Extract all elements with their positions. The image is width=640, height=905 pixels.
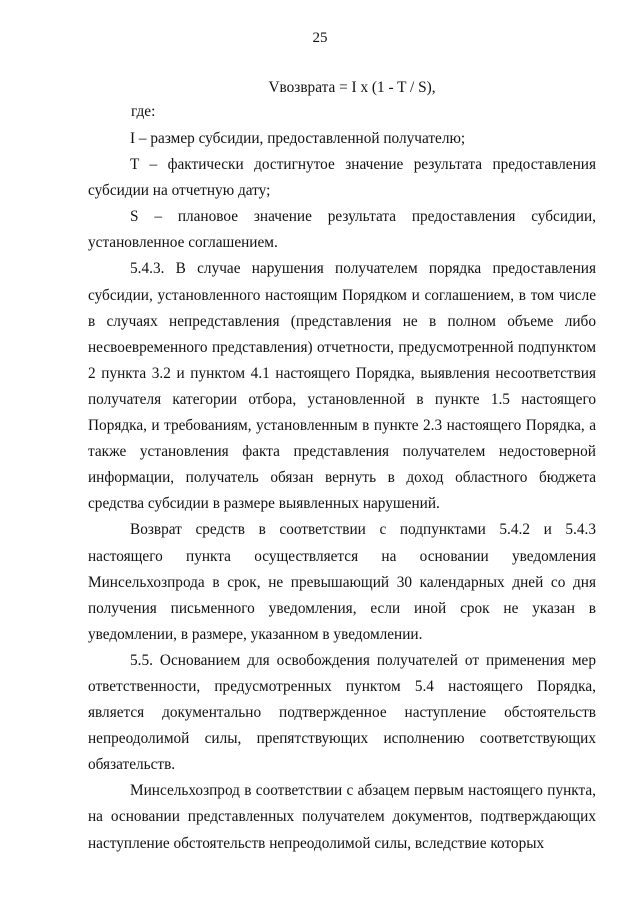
- formula: Vвозврата = I x (1 - T / S),: [268, 79, 436, 96]
- where-label: где:: [131, 103, 156, 120]
- document-body: [88, 78, 596, 857]
- paragraph-5-5: 5.5. Основанием для освобождения получателей от применения мер ответственности, предусмотренных пунктом 5.4 настоящего Порядка, является документально подтвержденное наступление обстоятельств непреодолимой силы, препятствующих исполнению соответствующих обязательств.: [88, 651, 596, 774]
- paragraph-minselkhozprod: Минсельхозпрод в соответствии с абзацем первым настоящего пункта, на основании представленных получателем документов, подтверждающих наступление обстоятельств непреодолимой силы, вследствие которых: [88, 782, 596, 852]
- paragraph-5-4-3: 5.4.3. В случае нарушения получателем порядка предоставления субсидии, установленного настоящим Порядком и соглашением, в том числе в случаях непредставления (представления не в полном объеме либо несвоевременного представления) отчетности, предусмотренной подпунктом 2 пункта 3.2 и пунктом 4.1 настоящего Порядка, выявления несоответствия получателя категории отбора, установленной в пункте 1.5 настоящего Порядка, и требованиям, установленным в пункте 2.3 настоящего Порядка, а также установления факта представления получателем недостоверной информации, получатель обязан вернуть в доход областного бюджета средства субсидии в размере выявленных нарушений.: [88, 260, 596, 513]
- page-number: 25: [312, 30, 328, 46]
- paragraph-i-definition: I – размер субсидии, предоставленной получателю;: [130, 130, 466, 147]
- paragraph-refund: Возврат средств в соответствии с подпунктами 5.4.2 и 5.4.3 настоящего пункта осуществляется на основании уведомления Минсельхозпрода в срок, не превышающий 30 календарных дней со дня получения письменного уведомления, если иной срок не указан в уведомлении, в размере, указанном в уведомлении.: [88, 521, 596, 643]
- paragraph-s-definition: S – плановое значение результата предоставления субсидии, установленное соглашением.: [88, 208, 596, 252]
- paragraph-t-definition: T – фактически достигнутое значение результата предоставления субсидии на отчетную дату;: [88, 156, 596, 200]
